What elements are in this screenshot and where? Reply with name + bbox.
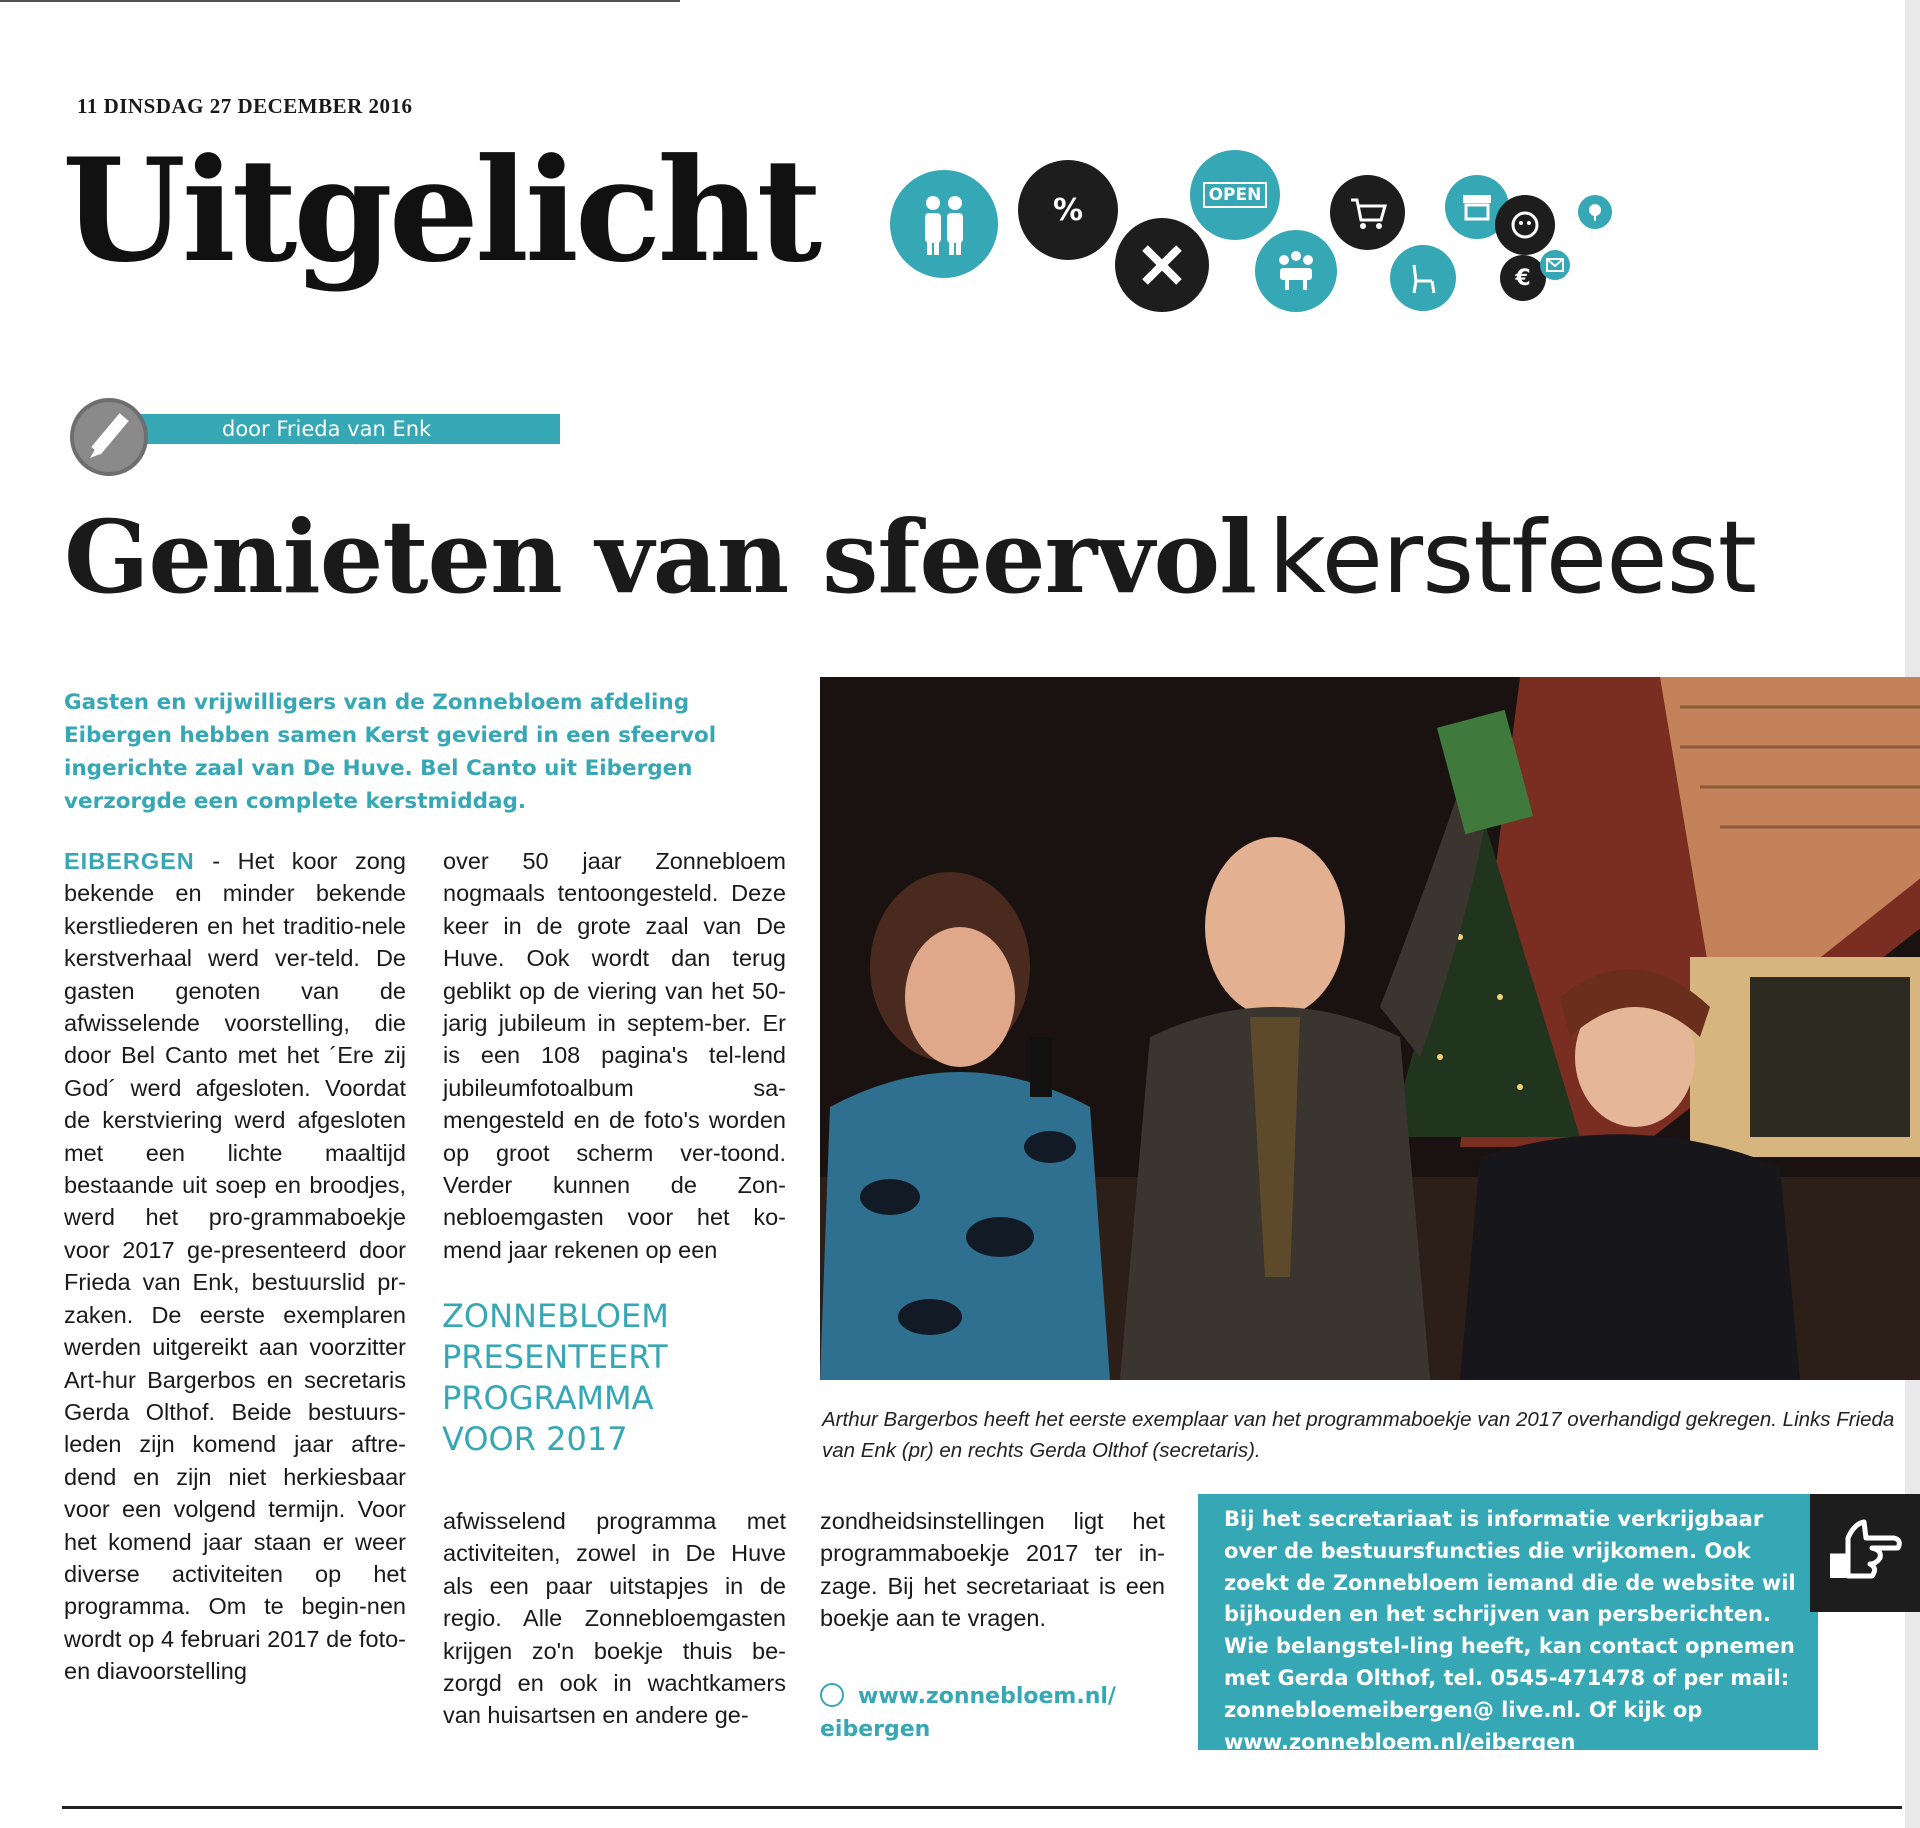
website-link-text: www.zonnebloem.nl/ eibergen xyxy=(820,1684,1116,1742)
section-title: Uitgelicht xyxy=(62,128,819,294)
icon-strip xyxy=(890,150,1625,320)
tree-icon xyxy=(1578,195,1612,229)
percent-label: % xyxy=(1052,192,1084,228)
website-link[interactable] xyxy=(820,1680,1130,1746)
info-box xyxy=(1198,1494,1818,1754)
dateline: EIBERGEN xyxy=(64,848,195,874)
author-tag xyxy=(70,398,490,468)
article-lead: Gasten en vrijwilligers van de Zonnebloem afdeling Eibergen hebben samen Kerst gevierd in een sfeervol ingerichte zaal van De Huve. Bel Canto uit Eibergen verzorgde een complete kerstmiddag. xyxy=(64,690,717,814)
article-column-3: zondheidsinstellingen ligt het programmaboekje 2017 ter in-zage. Bij het secretariaat is een boekje aan te vragen. xyxy=(820,1508,1165,1632)
pull-quote: ZONNEBLOEM PRESENTEERT PROGRAMMA VOOR 2017 xyxy=(442,1297,669,1458)
info-box-text: Bij het secretariaat is informatie verkrijgbaar over de bestuursfuncties die vrijkomen. Ook zoekt de Zonnebloem iemand die de website wil bijhouden en het schrijven van persberichten. Wie belangstel-ling heeft, kan contact opnemen met Gerda Olthof, tel. 0545-471478 of per mail: zonnebloemeibergen@ live.nl. Of kijk op www.zonnebloem.nl/eibergen xyxy=(1224,1507,1796,1754)
headline-light: kerstfeest xyxy=(1268,499,1756,616)
article-headline xyxy=(64,498,1756,616)
percent-icon xyxy=(1018,160,1118,260)
bottom-rule xyxy=(62,1806,1902,1809)
mail-icon xyxy=(1540,250,1570,280)
article-photo xyxy=(820,677,1920,1380)
chair-icon xyxy=(1390,245,1456,311)
cart-icon xyxy=(1330,175,1405,250)
photo-caption: Arthur Bargerbos heeft het eerste exemplaar van het programmaboekje van 2017 overhandigd gekregen. Links Frieda van Enk (pr) en rechts Gerda Olthof (secretaris). xyxy=(822,1408,1895,1462)
euro-label: € xyxy=(1515,265,1531,291)
page-number-date: 11 DINSDAG 27 DECEMBER 2016 xyxy=(77,94,413,118)
article-column-2b: afwisselend programma met activiteiten, zowel in De Huve als een paar uitstapjes in de regio. Alle Zonnebloemgasten krijgen zo'n boekje thuis be-zorgd en ook in wachtkamers van huisartsen en andere ge- xyxy=(443,1508,786,1729)
open-sign-icon xyxy=(1190,150,1280,240)
pointing-hand-icon xyxy=(1810,1494,1920,1612)
pen-icon xyxy=(70,398,148,476)
top-rule xyxy=(0,0,680,2)
author-byline: door Frieda van Enk xyxy=(130,414,560,444)
open-sign-label: OPEN xyxy=(1203,182,1268,208)
article-column-1 xyxy=(64,845,406,1688)
column-1-text: - Het koor zong bekende en minder bekende kerstliederen en het traditio-nele kerstverhaal werd ver-teld. De gasten genoten van de afwisselende voorstelling, die door Bel Canto met het ´Ere zij God´ werd afgesloten. Voordat de kerstviering werd afgesloten met een lichte maaltijd bestaande uit soep en broodjes, werd het pro-grammaboekje voor 2017 ge-presenteerd door Frieda van Enk, bestuurslid pr-zaken. De eerste exemplaren werden uitgereikt aan voorzitter Art-hur Bargerbos en secretaris Gerda Olthof. Beide bestuurs-leden zijn komend jaar aftre-dend en zijn niet herkiesbaar voor een volgend termijn. Voor het komend jaar staan er weer diverse activiteiten op het programma. Om te begin-nen wordt op 4 februari 2017 de foto- en diavoorstelling xyxy=(64,848,406,1685)
article-column-2a: over 50 jaar Zonnebloem nogmaals tentoongesteld. Deze keer in de grote zaal van De Huve. Ook wordt dan terug geblikt op de viering van het 50-jarig jubileum in septem-ber. Er is een 108 pagina's tel-lend jubileumfotoalbum sa-mengesteld en de foto's worden op groot scherm ver-toond. Verder kunnen de Zon-nebloemgasten voor het ko-mend jaar rekenen op een xyxy=(443,848,786,1263)
euro-icon xyxy=(1500,255,1546,301)
headline-bold: Genieten van sfeervol xyxy=(64,498,1257,616)
tools-icon xyxy=(1115,218,1209,312)
globe-icon xyxy=(820,1683,844,1707)
family-icon xyxy=(890,170,998,278)
face-icon xyxy=(1495,195,1555,255)
meeting-icon xyxy=(1255,230,1337,312)
